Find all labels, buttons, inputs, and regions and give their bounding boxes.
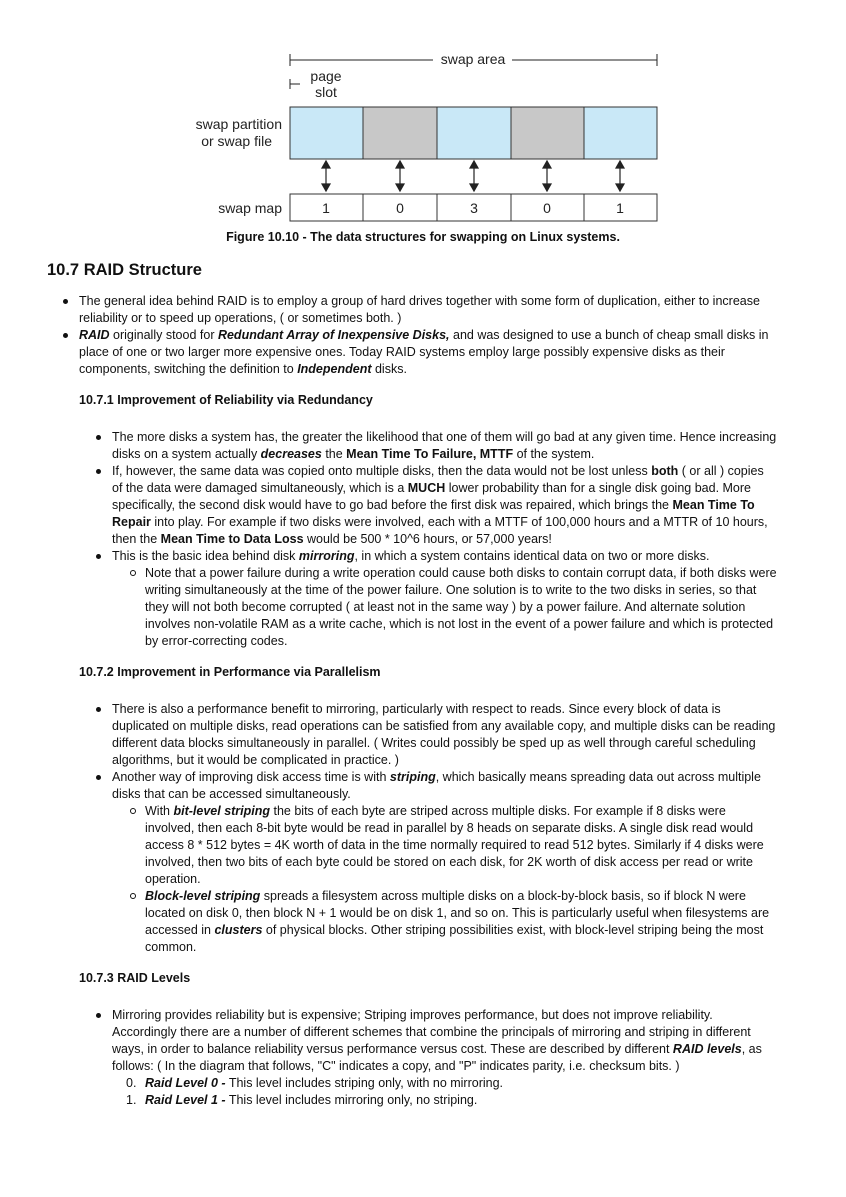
list-item-text: With	[145, 804, 174, 818]
sub-list	[112, 565, 777, 650]
list-item	[112, 548, 777, 650]
swap-slot-cell	[363, 107, 437, 159]
emphasis-text: Raid Level 1 -	[145, 1093, 226, 1107]
swap-figure	[0, 0, 846, 260]
list-item-text: spreads a filesystem across multiple disks on a block-by-block basis, so if block N were located on disk 0, then block N + 1 would be on disk 1, and so on. This is particularly useful when filesystems are accessed in	[145, 889, 770, 937]
list-item	[112, 429, 777, 463]
list-item-text: Another way of improving disk access time is with	[112, 770, 390, 784]
swap-map-value: 1	[322, 200, 330, 216]
item-number: 1.	[126, 1093, 137, 1107]
emphasis-text: RAID levels	[672, 1042, 742, 1056]
list-item-text: Note that a power failure during a write operation could cause both disks to contain corrupt data, if both disks were writing simultaneously at the time of the power failure. One solution is to write to the two disks in series, so that they will not both become corrupted ( at least not in the same way ) by a power failure. And alternate solution involves non-volatile RAM as a write cache, which is not lost in the event of a power failure and which is protected by error-correcting codes.	[145, 566, 777, 648]
list-item-text: and was designed to use a bunch of cheap small disks in place of one or two larger more expensive ones. Today RAID systems employ large possibly expensive disks as their components, switching the definition to	[79, 328, 769, 376]
bold-text: Mean Time To Repair	[112, 498, 755, 529]
bold-text: Mean Time to Data Loss	[160, 532, 304, 546]
item-number: 0.	[126, 1076, 137, 1090]
list-item-text: This is the basic idea behind disk	[112, 549, 299, 563]
list-item-text: disks.	[371, 362, 407, 376]
list-item-text: The more disks a system has, the greater the likelihood that one of them will go bad at any given time. Hence increasing disks on a system actually	[112, 430, 777, 461]
list-item-text: into play. For example if two disks were involved, each with a MTTF of 100,000 hours and a MTTR of 10 hours, then the	[112, 515, 768, 546]
subsection-title: 10.7.3 RAID Levels	[79, 971, 191, 985]
list-item	[79, 293, 777, 327]
list-item	[112, 701, 777, 769]
section-title: 10.7 RAID Structure	[47, 261, 202, 279]
list-item	[112, 1007, 777, 1109]
list-item-text: ( or all ) copies of the data were damaged simultaneously, which is a	[112, 464, 764, 495]
list-item-text: of the system.	[513, 447, 595, 461]
page-slot-label-2: slot	[315, 84, 337, 100]
emphasis-text: RAID	[79, 328, 110, 342]
swap-map-value: 0	[396, 200, 404, 216]
numbered-item	[126, 1075, 777, 1092]
emphasis-text: Independent	[297, 362, 372, 376]
bold-text: Mean Time To Failure, MTTF	[346, 447, 514, 461]
bold-text: MUCH	[407, 481, 446, 495]
emphasis-text: Raid Level 0 -	[145, 1076, 226, 1090]
numbered-list	[112, 1075, 777, 1109]
list-item	[112, 769, 777, 956]
list-item-text: The general idea behind RAID is to employ a group of hard drives together with some form of duplication, either to increase reliability or to speed up operations, ( or sometimes both. )	[79, 294, 760, 325]
list-item-text: the bits of each byte are striped across multiple disks. For example if 8 disks were involved, then each 8-bit byte would be read in parallel by 8 heads on separate disks. A single disk read would access 8 * 512 bytes = 4K worth of data in the time normally required to read 512 bytes. Similarly if 4 disks were involved, then two bits of each byte could be stored on each disk, for 2K worth of disk access per read or write operation.	[145, 804, 764, 886]
page-slot-label: page	[310, 68, 342, 84]
swap-map-value: 1	[616, 200, 624, 216]
raid-levels-list	[47, 1007, 777, 1109]
emphasis-text: mirroring	[298, 549, 355, 563]
swap-area-label: swap area	[440, 51, 506, 67]
list-item-text: Mirroring provides reliability but is expensive; Striping improves performance, but does not improve reliability. Accordingly there are a number of different schemes that combine the principals of mirroring and striping in different ways, in order to balance reliability versus performance versus cost. These are described by different	[112, 1008, 751, 1056]
list-item-text: , as follows: ( In the diagram that follows, "C" indicates a copy, and "P" indicates parity, i.e. checksum bits. )	[112, 1042, 762, 1073]
emphasis-text: striping	[389, 770, 436, 784]
arrow-icons	[322, 161, 624, 191]
swap-slot-cell	[437, 107, 511, 159]
figure-caption: Figure 10.10 - The data structures for swapping on Linux systems.	[226, 230, 620, 244]
list-item-text: This level includes striping only, with no mirroring.	[225, 1076, 504, 1090]
reliability-list	[47, 429, 777, 650]
subsection-title: 10.7.1 Improvement of Reliability via Redundancy	[79, 393, 373, 407]
list-item	[112, 463, 777, 548]
swap-slot-cell	[511, 107, 584, 159]
list-item	[79, 327, 777, 378]
swap-diagram	[0, 0, 846, 230]
emphasis-text: clusters	[214, 923, 263, 937]
subsection-title: 10.7.2 Improvement in Performance via Parallelism	[79, 665, 381, 679]
swap-map-value: 3	[470, 200, 478, 216]
list-item-text: the	[321, 447, 347, 461]
swap-slot-cell	[584, 107, 657, 159]
emphasis-text: decreases	[260, 447, 322, 461]
list-item-text: originally stood for	[109, 328, 218, 342]
sub-list	[112, 803, 777, 956]
list-item-text: This level includes mirroring only, no striping.	[225, 1093, 478, 1107]
list-item-text: , which basically means spreading data out across multiple disks that can be accessed simultaneously.	[112, 770, 761, 801]
list-item-text: There is also a performance benefit to mirroring, particularly with respect to reads. Since every block of data is duplicated on multiple disks, read operations can be satisfied from any available copy, and multiple disks can be reading different data blocks simultaneously in parallel. ( Writes could possibly be sped up as well through careful scheduling algorithms, but it would be complicated in practice. )	[112, 702, 776, 767]
sub-list-item	[145, 888, 777, 956]
list-item-text: If, however, the same data was copied onto multiple disks, then the data would not be lost unless	[112, 464, 652, 478]
swap-partition-label: swap partition	[195, 116, 282, 132]
emphasis-text: Redundant Array of Inexpensive Disks,	[217, 328, 450, 342]
swap-slot-cell	[290, 107, 363, 159]
sub-list-item	[145, 565, 777, 650]
emphasis-text: bit-level striping	[173, 804, 271, 818]
intro-list	[47, 293, 777, 378]
numbered-item	[126, 1092, 777, 1109]
list-item-text: would be 500 * 10^6 hours, or 57,000 years!	[303, 532, 552, 546]
emphasis-text: Block-level striping	[145, 889, 261, 903]
swap-partition-label-2: or swap file	[201, 133, 272, 149]
list-item-text: , in which a system contains identical data on two or more disks.	[354, 549, 710, 563]
bold-text: both	[651, 464, 679, 478]
document-body	[47, 258, 777, 1109]
list-item-text: of physical blocks. Other striping possibilities exist, with block-level striping being the most common.	[145, 923, 764, 954]
list-item-text: lower probability than for a single disk going bad. More specifically, the second disk would have to go bad before the first disk was repaired, which brings the	[112, 481, 751, 512]
performance-list	[47, 701, 777, 956]
swap-map-label: swap map	[218, 200, 282, 216]
sub-list-item	[145, 803, 777, 888]
swap-map-value: 0	[543, 200, 551, 216]
